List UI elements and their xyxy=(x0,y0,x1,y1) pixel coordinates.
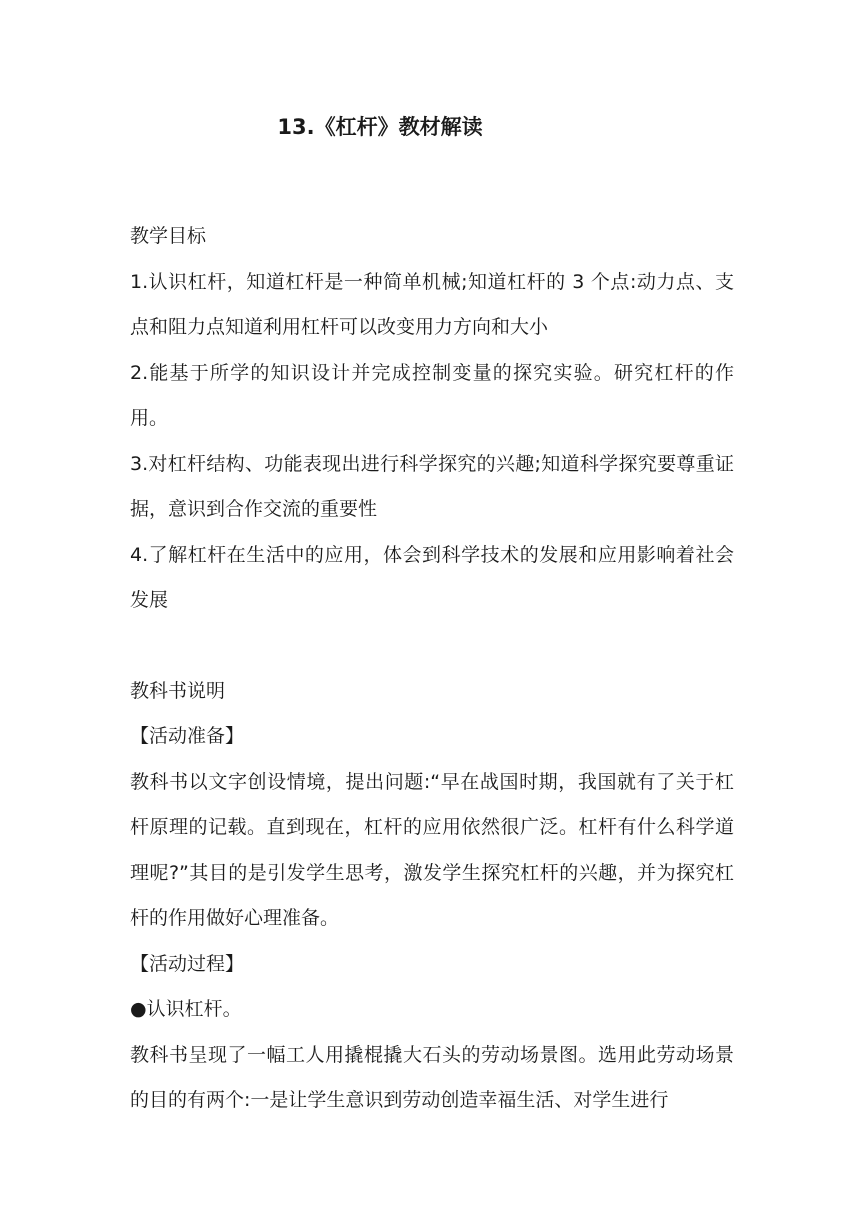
goal-paragraph-1: 1.认识杠杆，知道杠杆是一种简单机械;知道杠杆的 3 个点:动力点、支点和阻力点知道利用杠杆可以改变用力方向和大小 xyxy=(130,270,734,338)
activity-process-label: 【活动过程】 xyxy=(130,952,245,975)
section-heading-teaching-goals: 教学目标 xyxy=(130,225,207,247)
goal-paragraph-3: 3.对杠杆结构、功能表现出进行科学探究的兴趣;知道科学探究要尊重证据，意识到合作交流的重要性 xyxy=(130,452,734,520)
activity-prep-paragraph: 教科书以文字创设情境，提出问题:“早在战国时期，我国就有了关于杠杆原理的记载。直到现在，杠杆的应用依然很广泛。杠杆有什么科学道理呢?”其目的是引发学生思考，激发学生探究杠杆的兴趣，并为探究杠杆的作用做好心理准备。 xyxy=(130,770,734,929)
bullet-recognize-lever: ●认识杠杆。 xyxy=(130,998,242,1020)
document-title: 13.《杠杆》教材解读 xyxy=(277,115,483,139)
document-body xyxy=(130,214,734,1124)
section-spacer xyxy=(130,624,734,669)
section-heading-textbook-notes: 教科书说明 xyxy=(130,679,226,702)
activity-process-paragraph: 教科书呈现了一幅工人用撬棍撬大石头的劳动场景图。选用此劳动场景的目的有两个:一是让学生意识到劳动创造幸福生活、对学生进行 xyxy=(130,1043,734,1111)
goal-paragraph-2: 2.能基于所学的知识设计并完成控制变量的探究实验。研究杠杆的作用。 xyxy=(130,361,734,429)
activity-prep-label: 【活动准备】 xyxy=(130,725,245,747)
goal-paragraph-4: 4.了解杠杆在生活中的应用，体会到科学技术的发展和应用影响着社会发展 xyxy=(130,543,734,611)
